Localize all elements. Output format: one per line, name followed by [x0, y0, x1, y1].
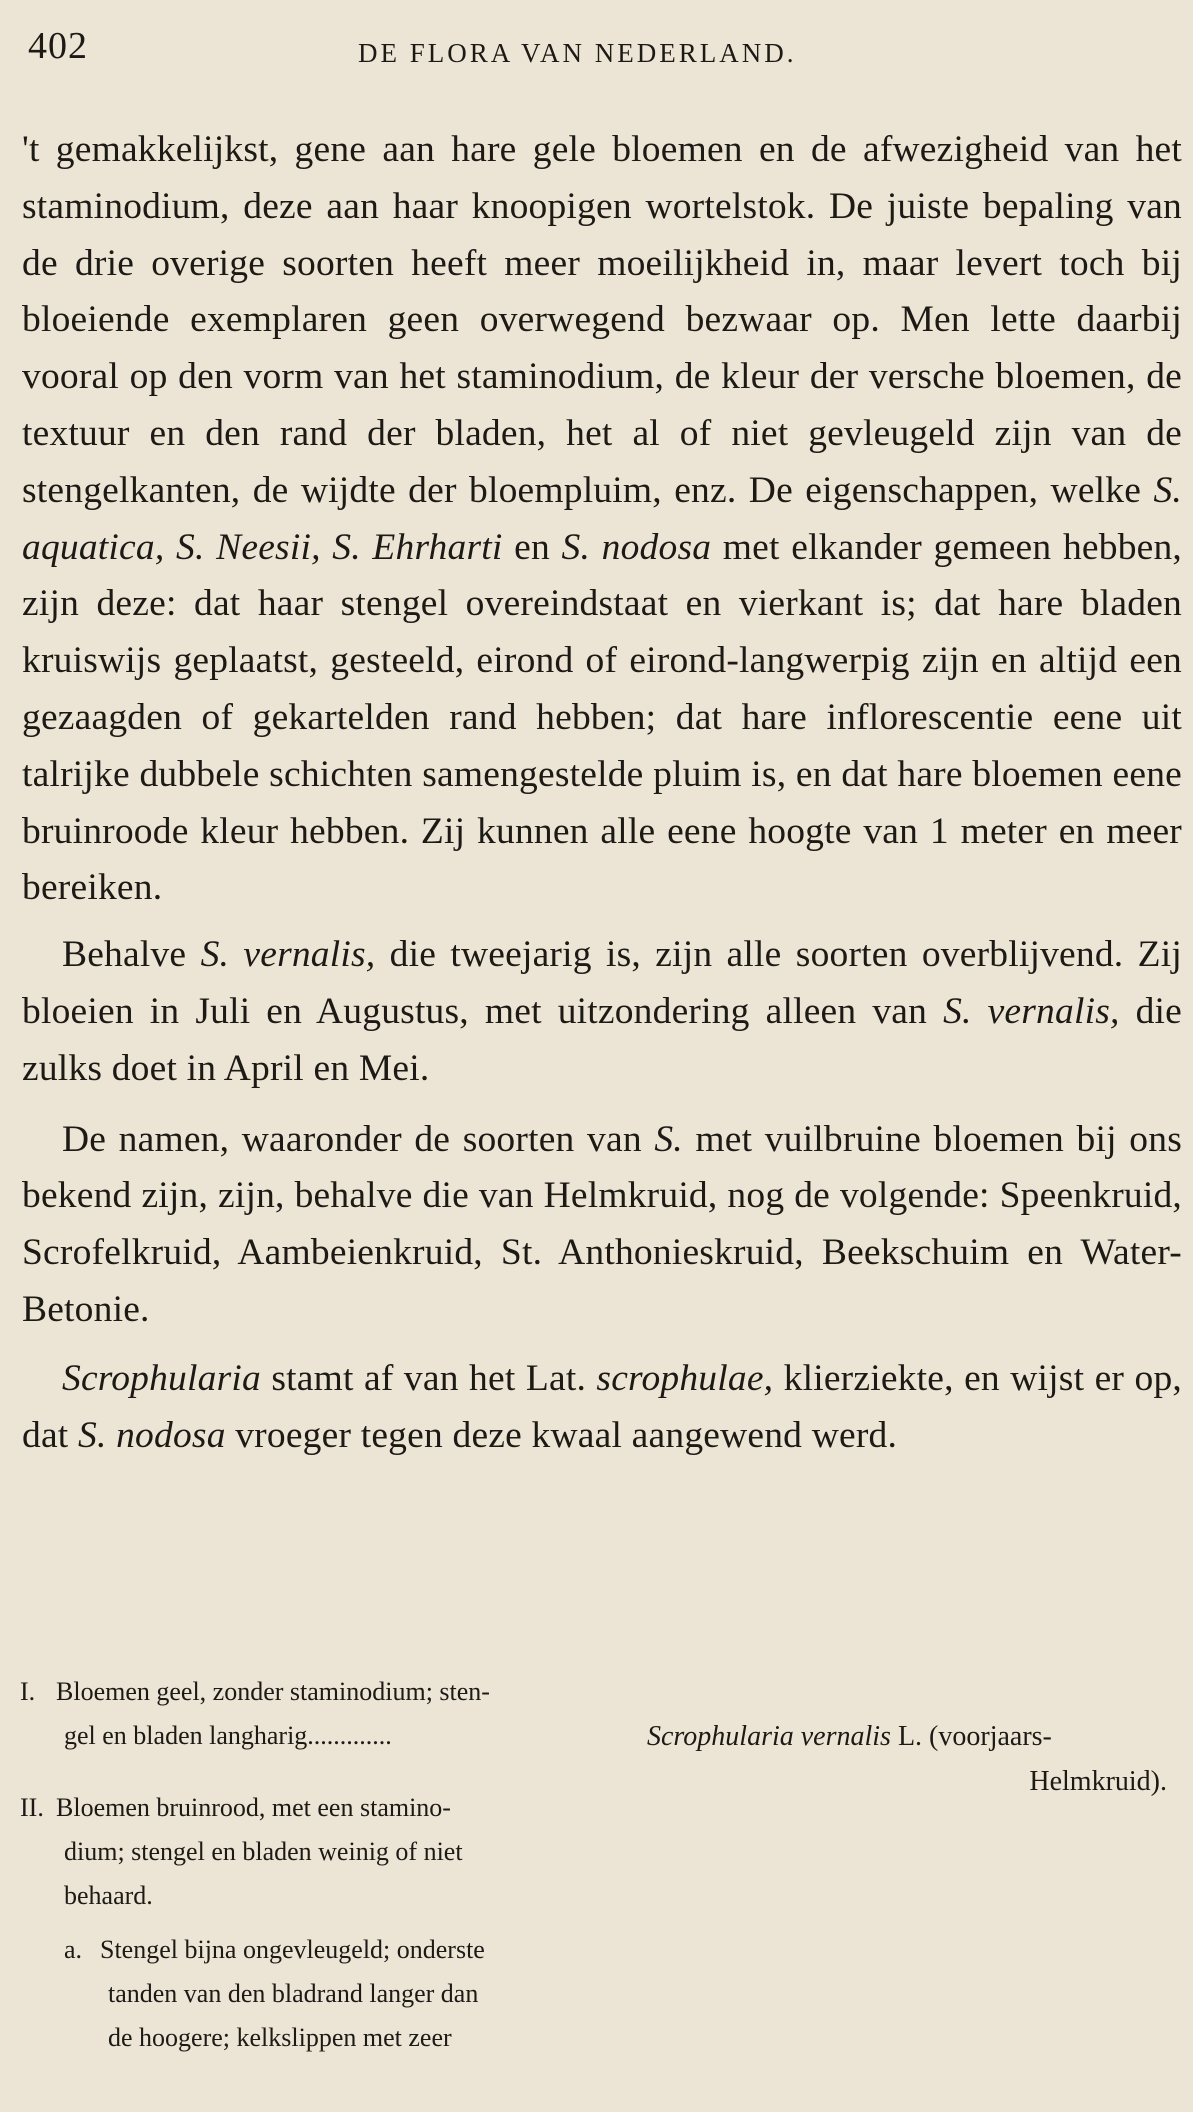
species-name: S. vernalis, — [943, 990, 1120, 1032]
page-header — [28, 24, 1173, 74]
text-run: klierziekte, en wijst er op, dat — [22, 1357, 1182, 1456]
text-run: met elkander gemeen hebben, zijn deze: dat haar stengel overeindstaat en vierkant is; dat hare bladen kruiswijs geplaatst, gesteeld, eirond of eirond-langwerpig zijn en altijd een gezaagden of gekartelden rand hebben; dat hare inflorescentie eene uit talrijke dubbele schichten samengestelde pluim is, en dat hare bloemen eene bruinroode kleur hebben. Zij kunnen alle eene hoogte van 1 meter en meer bereiken. — [22, 526, 1183, 909]
running-title: DE FLORA VAN NEDERLAND. — [358, 38, 797, 68]
text-run: De namen, waaronder de soorten van — [62, 1118, 655, 1160]
species-name: S. aquatica, S. Neesii, S. Ehrharti — [22, 469, 1182, 568]
key-entry-a — [20, 1928, 1170, 2060]
key-line: de hoogere; kelkslippen met zeer — [108, 2023, 452, 2052]
text-run: die tweejarig is, zijn alle soorten overblijvend. Zij bloeien in Juli en Augustus, met uitzondering alleen van — [22, 934, 1182, 1032]
page-number: 402 — [28, 25, 88, 67]
paragraph-3 — [22, 1112, 1182, 1339]
key-line: Stengel bijna ongevleugeld; onderste — [100, 1935, 485, 1964]
key-line: behaard. — [64, 1881, 153, 1910]
key-line: gel en bladen langharig............. — [64, 1721, 392, 1750]
species-name: S. nodosa — [78, 1414, 226, 1456]
text-run: 't gemakkelijkst, gene aan hare gele bloemen en de afwezigheid van het staminodium, deze aan haar knoopigen wortelstok. De juiste bepaling van de drie overige soorten heeft meer moeilijkheid in, maar levert toch bij bloeiende exemplaren geen overwegend bezwaar op. Men lette daarbij vooral op den vorm van het staminodium, de kleur der versche bloemen, de textuur en den rand der bladen, het al of niet gevleugeld zijn van de stengelkanten, de wijdte der bloempluim, enz. De eigenschappen, welke — [22, 129, 1182, 511]
key-line: Bloemen bruinrood, met een stamino- — [56, 1793, 451, 1822]
genus-abbreviation: S. — [654, 1118, 683, 1160]
key-line: dium; stengel en bladen weinig of niet — [64, 1837, 463, 1866]
key-entry-2 — [20, 1786, 1170, 1918]
determination-key — [20, 1670, 1170, 2060]
key-line: Helmkruid). — [1029, 1766, 1167, 1797]
key-entry-1 — [20, 1670, 1170, 1797]
species-name: S. vernalis, — [200, 934, 376, 976]
text-run: Behalve — [62, 934, 201, 976]
genus-name: Scrophularia — [62, 1357, 261, 1399]
text-run: met vuilbruine bloemen bij ons bekend zijn, zijn, behalve die van Helmkruid, nog de volgende: Speenkruid, Scrofelkruid, Aambeienkruid, St. Anthonieskruid, Beekschuim en Water-Betonie. — [22, 1118, 1182, 1330]
paragraph-1 — [22, 122, 1182, 917]
key-number: II. — [20, 1793, 44, 1822]
text-run: vroeger tegen deze kwaal aangewend werd. — [225, 1414, 898, 1456]
paragraph-2 — [22, 927, 1182, 1097]
key-line: Bloemen geel, zonder staminodium; sten- — [56, 1677, 490, 1706]
key-line: tanden van den bladrand langer dan — [108, 1979, 479, 2008]
species-name: Scrophularia vernalis — [647, 1721, 891, 1752]
key-number: I. — [20, 1677, 36, 1706]
text-run: en — [502, 526, 562, 568]
key-number: a. — [64, 1935, 83, 1964]
text-run: stamt af van het Lat. — [260, 1357, 597, 1399]
key-line: L. (voorjaars- — [890, 1721, 1052, 1752]
text-run: die zulks doet in April en Mei. — [22, 990, 1182, 1089]
paragraph-4 — [22, 1351, 1182, 1465]
species-name: S. nodosa — [561, 526, 712, 568]
body-text — [22, 122, 1182, 1464]
latin-word: scrophulae, — [596, 1357, 774, 1399]
